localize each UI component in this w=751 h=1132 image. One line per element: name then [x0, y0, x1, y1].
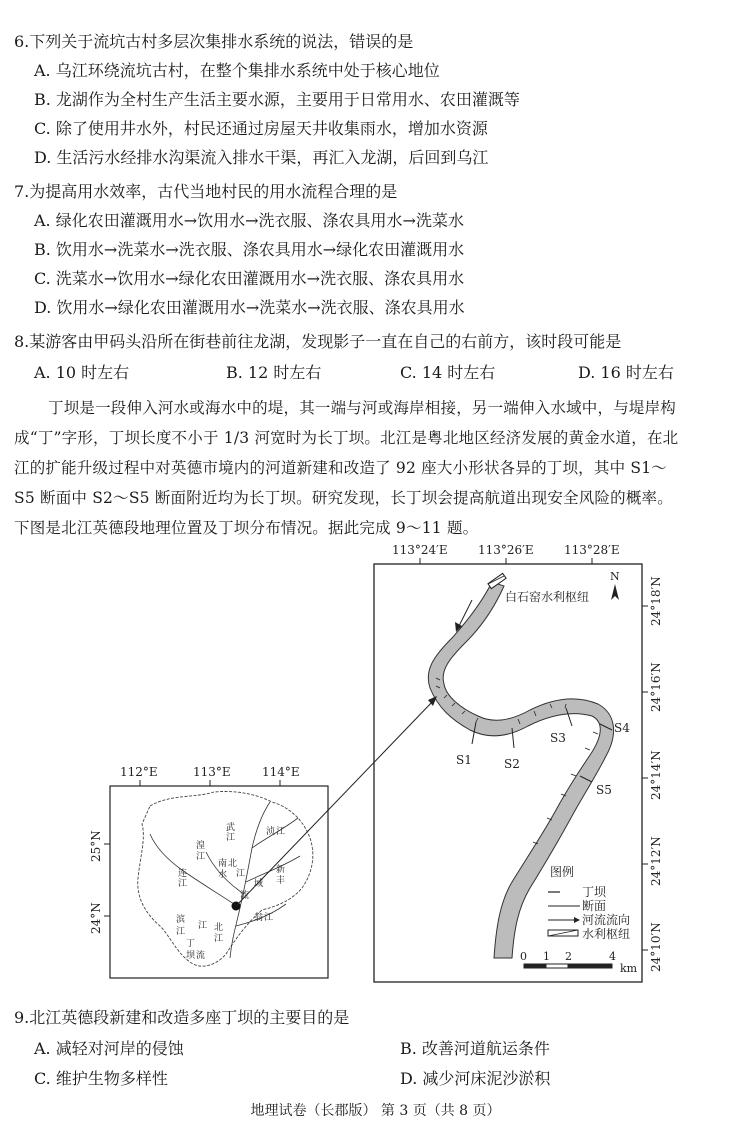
legend-section: 断面: [582, 899, 607, 913]
big-map-lat-label-4: 24°12′N: [649, 836, 663, 886]
section-s3: S3: [550, 731, 566, 745]
q8-option-d: D. 16 时左右: [578, 363, 674, 382]
legend-groyne: 丁坝: [582, 885, 607, 899]
q6-option-d: D. 生活污水经排水沟渠流入排水干渠，再汇入龙湖，后回到乌江: [34, 148, 489, 167]
scale-1: 1: [543, 950, 550, 963]
river-char: 江: [236, 869, 246, 879]
river-char: 丁: [186, 939, 196, 949]
section-s5: S5: [596, 783, 612, 797]
small-map-frame: [110, 786, 328, 978]
dam-label: 白石窑水利枢纽: [505, 590, 590, 604]
q7-option-b: B. 饮用水→洗菜水→洗衣服、涤农具用水→绿化农田灌溉用水: [34, 240, 465, 259]
river-char: 北: [228, 859, 238, 869]
q8-option-b: B. 12 时左右: [226, 363, 322, 382]
big-map-lat-ticks: [642, 606, 648, 950]
q8-option-a: A. 10 时左右: [34, 363, 130, 382]
small-map-lon-1: 112°E: [120, 765, 158, 779]
q9-option-c: C. 维护生物多样性: [34, 1069, 168, 1088]
scale-2: 2: [565, 950, 572, 963]
scale-4: 4: [609, 950, 616, 963]
passage-line-5: 下图是北江英德段地理位置及丁坝分布情况。据此完成 9～11 题。: [14, 519, 479, 537]
scale-bar: [524, 964, 612, 968]
q9-stem: 9.北江英德段新建和改造多座丁坝的主要目的是: [14, 1008, 350, 1027]
river-char: 连: [178, 869, 188, 879]
q7-option-a: A. 绿化农田灌溉用水→饮用水→洗衣服、涤农具用水→洗菜水: [34, 211, 464, 230]
q6-stem: 6.下列关于流坑古村多层次集排水系统的说法，错误的是: [14, 32, 414, 51]
river-char: 新: [276, 865, 286, 875]
passage-line-3: 江的扩能升级过程中对英德市境内的河道新建和改造了 92 座大小形状各异的丁坝，其中 S1～: [14, 459, 667, 477]
river-char: 浈: [266, 827, 276, 837]
small-map-lat-ticks: [104, 844, 110, 916]
passage-line-1: 丁坝是一段伸入河水或海水中的堤，其一端与河或海岸相接，另一端伸入水域中，与堤岸构: [48, 399, 677, 417]
river-char: 南: [218, 859, 228, 869]
river-char: 武: [226, 823, 236, 833]
river-char: 坝: [186, 951, 196, 961]
small-map-lat-1: 25°N: [89, 830, 103, 862]
river-char: 江: [196, 852, 206, 862]
big-map-lon-label-3: 113°28′E: [564, 543, 620, 557]
small-map-lat-2: 24°N: [89, 902, 103, 934]
big-map-lon-ticks: [420, 558, 592, 564]
section-s4: S4: [614, 721, 630, 735]
page-footer: 地理试卷（长郡版） 第 3 页（共 8 页）: [250, 1103, 501, 1119]
q6-option-b: B. 龙湖作为全村生产生活主要水源，主要用于日常用水、农田灌溉等: [34, 90, 520, 109]
river-char: 北: [214, 923, 224, 933]
scale-unit: km: [620, 962, 638, 975]
q8-option-c: C. 14 时左右: [400, 363, 496, 382]
river-char: 翁: [254, 913, 264, 923]
small-map-lon-ticks: [140, 780, 280, 786]
big-map-lon-label-2: 113°26′E: [478, 543, 534, 557]
river-char: 江: [264, 913, 274, 923]
passage-line-4: S5 断面中 S2～S5 断面附近均为长丁坝。研究发现，长丁坝会提高航道出现安全风险的概率。: [14, 489, 673, 507]
q6-option-c: C. 除了使用井水外，村民还通过房屋天井收集雨水，增加水资源: [34, 119, 488, 138]
q7-option-c: C. 洗菜水→饮用水→绿化农田灌溉用水→洗衣服、涤农具用水: [34, 269, 465, 288]
scale-0: 0: [520, 950, 527, 963]
q7-stem: 7.为提高用水效率，古代当地村民的用水流程合理的是: [14, 182, 398, 201]
river-char: 江: [198, 921, 208, 931]
small-map-lon-3: 114°E: [262, 765, 300, 779]
q7-option-d: D. 饮用水→绿化农田灌溉用水→洗菜水→洗衣服、涤农具用水: [34, 298, 465, 317]
legend-flow: 河流流向: [582, 913, 631, 927]
river-char: 江: [176, 927, 186, 937]
pointer-line: [236, 700, 434, 906]
river-char: 江: [276, 827, 286, 837]
figure: [0, 538, 751, 1008]
north-arrow: [610, 570, 620, 600]
big-map-lon-label-1: 113°24′E: [392, 543, 448, 557]
river-char: 江: [214, 934, 224, 944]
big-map-lat-label-5: 24°10′N: [649, 922, 663, 972]
big-map-lat-label-3: 24°14′N: [649, 750, 663, 800]
small-map-river-labels: [176, 821, 285, 961]
legend-title: 图例: [550, 865, 575, 879]
river-char: 丰: [276, 876, 286, 886]
q6-option-a: A. 乌江环绕流坑古村，在整个集排水系统中处于核心地位: [34, 61, 440, 80]
river-char: 水: [218, 870, 228, 880]
river-char: 江: [178, 879, 188, 889]
river-char: 流: [196, 951, 206, 961]
passage-line-2: 成“丁”字形，丁坝长度不小于 1/3 河宽时为长丁坝。北江是粤北地区经济发展的黄金水道，在北: [14, 429, 679, 447]
legend: [548, 892, 580, 936]
river-char: 流: [240, 891, 250, 901]
q9-option-a: A. 减轻对河岸的侵蚀: [34, 1039, 184, 1058]
big-map-lat-label-2: 24°16′N: [649, 662, 663, 712]
section-s2: S2: [504, 757, 520, 771]
big-map-lat-label-1: 24°18′N: [649, 576, 663, 626]
river-char: 滨: [176, 915, 186, 925]
north-label: N: [610, 570, 620, 583]
q9-option-d: D. 减少河床泥沙淤积: [400, 1069, 551, 1088]
q8-stem: 8.某游客由甲码头沿所在街巷前往龙湖，发现影子一直在自己的右前方，该时段可能是: [14, 332, 622, 351]
section-s1: S1: [456, 753, 472, 767]
river-char: 湟: [196, 841, 206, 851]
q9-option-b: B. 改善河道航运条件: [400, 1039, 550, 1058]
river-char: 域: [254, 879, 264, 889]
legend-dam: 水利枢纽: [582, 927, 631, 941]
small-map-lon-2: 113°E: [193, 765, 231, 779]
river-char: 江: [226, 833, 236, 843]
